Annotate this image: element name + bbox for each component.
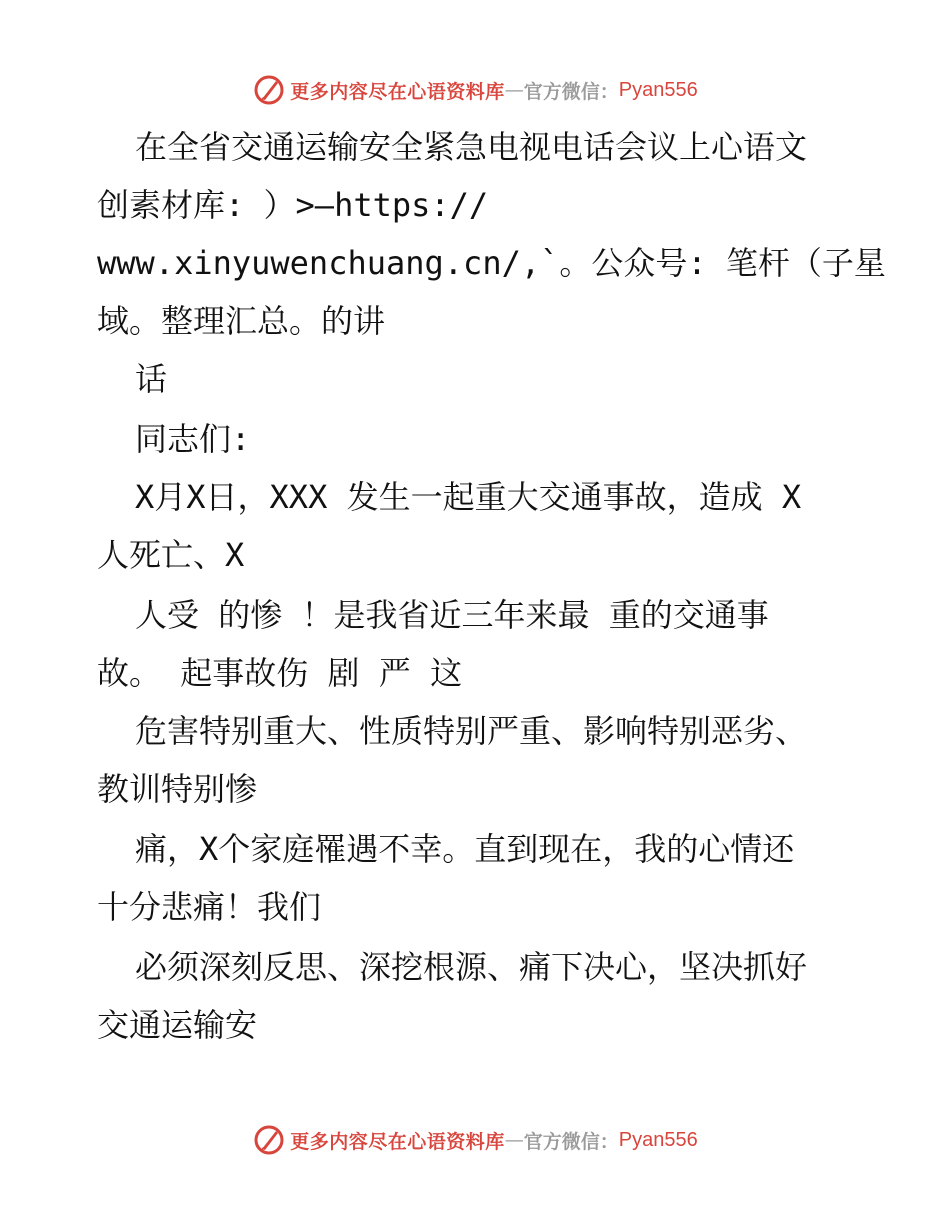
text-line: 人死亡、X xyxy=(97,536,245,574)
text-line: www.xinyuwenchuang.cn/,`。公众号: 笔杆（子星 xyxy=(97,244,886,282)
text-line: 危害特别重大、性质特别严重、影响特别恶劣、 xyxy=(135,712,808,750)
text-line: 创素材库: ）>—https:// xyxy=(97,186,489,224)
banner-text: 更多内容尽在心语资料库 xyxy=(290,1130,505,1153)
text-line: X月X日，XXX 发生一起重大交通事故，造成 X xyxy=(135,478,802,516)
text-line: 教训特别惨 xyxy=(97,770,258,808)
footer-banner xyxy=(0,1120,950,1160)
text-line: 痛，X个家庭罹遇不幸。直到现在，我的心情还 xyxy=(135,830,795,868)
banner-text: 更多内容尽在心语资料库 xyxy=(290,80,505,103)
text-line: 交通运输安 xyxy=(97,1006,258,1044)
text-line: 在全省交通运输安全紧急电视电话会议上心语文 xyxy=(135,128,808,166)
wechat-id: Pyan556 xyxy=(618,1128,698,1151)
wechat-label: 官方微信： xyxy=(523,80,619,103)
text-line: 话 xyxy=(135,360,168,398)
text-line: 域。整理汇总。的讲 xyxy=(97,302,386,340)
text-line: 故。 起事故伤 剧 严 这 xyxy=(97,654,463,692)
quill-logo-icon xyxy=(252,1123,286,1157)
text-line: 同志们: xyxy=(135,420,251,458)
wechat-id: Pyan556 xyxy=(618,78,698,101)
text-line: 人受 的惨 ！是我省近三年来最 重的交通事 xyxy=(135,596,769,634)
wechat-label: 官方微信： xyxy=(523,1130,619,1153)
banner-separator: — xyxy=(504,1129,524,1151)
text-line: 必须深刻反思、深挖根源、痛下决心，坚决抓好 xyxy=(135,948,808,986)
text-line: 十分悲痛！我们 xyxy=(97,888,322,926)
banner-separator: — xyxy=(504,79,524,101)
